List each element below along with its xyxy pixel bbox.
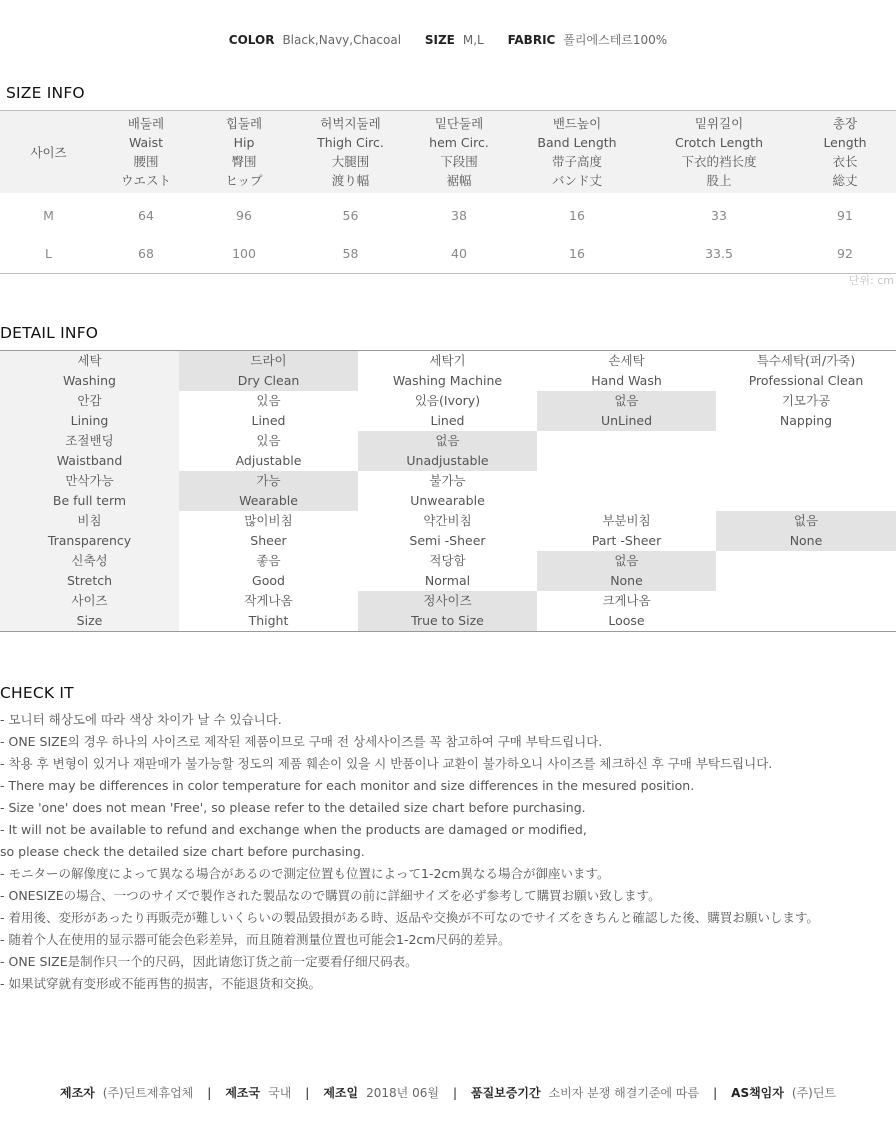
- detail-option-ko: 있음: [256, 393, 281, 408]
- footer-key: 제조국: [225, 1086, 261, 1100]
- check-it-line: - 모니터 해상도에 따라 색상 차이가 날 수 있습니다.: [0, 712, 282, 727]
- size-header-line: 総丈: [832, 173, 858, 188]
- detail-label-line: Size: [76, 613, 103, 628]
- check-it-line: so please check the detailed size chart before purchasing.: [0, 844, 365, 859]
- size-header-line: Waist: [128, 135, 164, 150]
- size-value-cell: 38: [451, 207, 467, 223]
- size-value-cell: 58: [342, 245, 359, 261]
- size-header-line: 臀围: [231, 154, 257, 169]
- detail-option: [537, 511, 716, 551]
- size-header-line: ウエスト: [120, 173, 171, 188]
- spec-fabric-value: 폴리에스테르100%: [563, 33, 668, 47]
- footer-separator: |: [452, 1086, 457, 1100]
- size-header-line: Hip: [233, 135, 255, 150]
- check-it-line: - 착용 후 변형이 있거나 재판매가 불가능할 정도의 제품 훼손이 있을 시 반품이나 교환이 불가하오니 사이즈를 체크하신 후 구매 부탁드립니다.: [0, 756, 773, 771]
- detail-option-selected: [358, 431, 537, 471]
- detail-option: [358, 351, 537, 391]
- detail-option-ko: 좋음: [256, 553, 281, 568]
- size-value-cell: 40: [451, 245, 467, 261]
- detail-option: [179, 551, 358, 591]
- detail-option: [179, 431, 358, 471]
- detail-option: [716, 351, 896, 391]
- detail-option: [358, 471, 537, 511]
- detail-label-line: 신축성: [71, 553, 108, 568]
- detail-option-en: Semi -Sheer: [409, 533, 486, 548]
- detail-row: [0, 391, 896, 431]
- detail-option-ko: 크게나옴: [602, 593, 651, 608]
- size-value-cell: 68: [138, 245, 154, 261]
- detail-row-label: [0, 351, 179, 391]
- size-header-line: 힙둘레: [225, 116, 263, 131]
- detail-option-ko: 없음: [614, 553, 639, 568]
- detail-option-en: Unwearable: [410, 493, 485, 508]
- detail-option-ko: 없음: [435, 433, 460, 448]
- detail-option-en: Lined: [251, 413, 286, 428]
- detail-option: [537, 351, 716, 391]
- detail-option-ko: 정사이즈: [423, 593, 472, 608]
- detail-option: [179, 511, 358, 551]
- size-header-cell: [510, 111, 644, 193]
- check-it-title: CHECK IT: [0, 684, 74, 702]
- check-it-line: - ONE SIZE의 경우 하나의 사이즈로 제작된 제품이므로 구매 전 상세사이즈를 꼭 참고하여 구매 부탁드립니다.: [0, 734, 603, 749]
- detail-option-selected: [716, 511, 896, 551]
- detail-info-title: DETAIL INFO: [0, 324, 99, 342]
- detail-row: [0, 591, 896, 631]
- detail-info-grid: [0, 350, 896, 632]
- detail-option-ko: 부분비침: [602, 513, 651, 528]
- size-row-label: L: [45, 245, 52, 261]
- detail-option-selected: [179, 471, 358, 511]
- detail-option: [179, 391, 358, 431]
- detail-label-line: Washing: [63, 373, 116, 388]
- footer-key: 제조일: [323, 1086, 359, 1100]
- size-header-line: 股上: [706, 173, 732, 188]
- detail-row: [0, 431, 896, 471]
- detail-label-line: Transparency: [47, 533, 132, 548]
- detail-option-en: Dry Clean: [237, 373, 300, 388]
- size-header-line: 배둘레: [127, 116, 165, 131]
- detail-option-en: Normal: [424, 573, 471, 588]
- detail-option-en: UnLined: [600, 413, 653, 428]
- spec-size-key: SIZE: [424, 33, 455, 47]
- size-info-table: [0, 111, 896, 273]
- detail-label-line: Waistband: [56, 453, 123, 468]
- detail-option-en: Washing Machine: [392, 373, 503, 388]
- detail-option-en: Hand Wash: [591, 373, 662, 388]
- detail-option: [179, 591, 358, 631]
- detail-option: [716, 591, 896, 631]
- size-header-line: 총장: [832, 116, 858, 131]
- detail-option-en: True to Size: [411, 613, 484, 628]
- detail-option-selected: [179, 351, 358, 391]
- manufacturer-info-footer: [0, 1084, 896, 1101]
- footer-separator: |: [207, 1086, 212, 1100]
- detail-row-label: [0, 471, 179, 511]
- unit-label: 단위: cm: [848, 274, 894, 287]
- footer-key: AS책임자: [731, 1086, 784, 1100]
- detail-option: [716, 431, 896, 471]
- detail-option-ko: 없음: [614, 393, 639, 408]
- detail-option-en: Professional Clean: [748, 373, 864, 388]
- footer-value: (주)딘트: [791, 1086, 837, 1100]
- size-header-line: バンド丈: [551, 173, 602, 188]
- size-header-cell: [794, 111, 896, 193]
- size-header-line: 腰围: [133, 154, 159, 169]
- detail-option: [358, 511, 537, 551]
- detail-option-ko: 있음(Ivory): [414, 393, 481, 408]
- size-info-title: SIZE INFO: [6, 84, 85, 102]
- detail-option: [358, 391, 537, 431]
- size-info-table-wrapper: [0, 110, 896, 274]
- detail-option-ko: 많이비침: [244, 513, 293, 528]
- check-it-line: - Size 'one' does not mean 'Free', so please refer to the detailed size chart before purchasing.: [0, 800, 586, 815]
- detail-option-ko: 적당함: [429, 553, 466, 568]
- detail-option-ko: 특수세탁(퍼/가죽): [756, 353, 856, 368]
- detail-option: [537, 431, 716, 471]
- size-header-cell: [195, 111, 293, 193]
- size-header-line: 밴드높이: [552, 116, 602, 131]
- detail-option-en: Loose: [608, 613, 645, 628]
- detail-row-label: [0, 391, 179, 431]
- detail-option-ko: 세탁기: [429, 353, 466, 368]
- detail-option-ko: 기모가공: [781, 393, 831, 408]
- check-it-line: - 着用後、変形があったり再販売が難しいくらいの製品毀損がある時、返品や交換が不可なのでサイズをきちんと確認した後、購買お願いします。: [0, 910, 819, 925]
- detail-option-ko: 드라이: [250, 353, 287, 368]
- footer-value: 국내: [268, 1086, 292, 1100]
- size-header-line: 下衣的裆长度: [681, 154, 757, 169]
- check-it-line: - There may be differences in color temperature for each monitor and size differences in the mesured position.: [0, 778, 695, 793]
- size-value-cell: 33.5: [705, 245, 733, 261]
- check-it-notes: [0, 709, 896, 995]
- size-header-line: Band Length: [537, 135, 617, 150]
- size-header-cell: [644, 111, 794, 193]
- detail-row: [0, 511, 896, 551]
- product-spec-line: [0, 31, 896, 48]
- detail-label-line: 조절밴딩: [65, 433, 114, 448]
- size-value-cell: 92: [837, 245, 853, 261]
- detail-option-selected: [358, 591, 537, 631]
- footer-value: 소비자 분쟁 해결기준에 따름: [548, 1086, 700, 1100]
- check-it-line: - It will not be available to refund and exchange when the products are damaged or modified,: [0, 822, 587, 837]
- detail-option-en: Good: [252, 573, 285, 588]
- detail-label-line: 만삭가능: [65, 473, 114, 488]
- detail-option: [358, 551, 537, 591]
- detail-label-line: 사이즈: [71, 593, 108, 608]
- size-header-line: Thigh Circ.: [317, 135, 384, 150]
- detail-option-ko: 가능: [256, 473, 281, 488]
- check-it-line: - 随着个人在使用的显示器可能会色彩差异，而且随着测量位置也可能会1-2cm尺码的差异。: [0, 932, 511, 947]
- size-value-cell: 33: [711, 207, 727, 223]
- detail-option-selected: [537, 391, 716, 431]
- detail-row: [0, 471, 896, 511]
- footer-key: 품질보증기간: [470, 1086, 541, 1100]
- detail-row-label: [0, 551, 179, 591]
- detail-label-line: Stretch: [66, 573, 113, 588]
- size-value-cell: 56: [342, 207, 359, 223]
- detail-option: [716, 391, 896, 431]
- detail-option-en: Lined: [430, 413, 465, 428]
- size-header-line: hem Circ.: [429, 135, 489, 150]
- detail-option: [537, 591, 716, 631]
- size-header-line: 裾幅: [446, 173, 472, 188]
- size-header-line: ヒップ: [225, 173, 263, 188]
- size-header-line: 带子高度: [551, 154, 602, 169]
- detail-option-en: Unadjustable: [406, 453, 489, 468]
- detail-label-line: Lining: [70, 413, 109, 428]
- size-header-line: Length: [823, 135, 867, 150]
- detail-label-line: 세탁: [77, 353, 102, 368]
- size-header-line: 大腿围: [331, 154, 370, 169]
- spec-color-value: Black,Navy,Chacoal: [282, 33, 402, 47]
- size-header-line: 下段围: [440, 154, 478, 169]
- size-value-cell: 96: [236, 207, 252, 223]
- detail-option-en: None: [610, 573, 643, 588]
- size-table-header-row: [0, 111, 896, 193]
- detail-row: [0, 551, 896, 591]
- size-table-body: [0, 193, 896, 273]
- size-header-cell: [408, 111, 510, 193]
- size-value-cell: 16: [569, 245, 585, 261]
- detail-row-label: [0, 591, 179, 631]
- size-value-cell: 64: [138, 207, 154, 223]
- detail-option-selected: [537, 551, 716, 591]
- size-header-line: 밑위길이: [694, 116, 744, 131]
- size-value-cell: 16: [569, 207, 585, 223]
- size-row: [0, 193, 896, 233]
- detail-row-label: [0, 431, 179, 471]
- detail-option: [537, 471, 716, 511]
- size-header-label: 사이즈: [0, 111, 97, 193]
- footer-separator: |: [713, 1086, 718, 1100]
- size-header-cell: [293, 111, 408, 193]
- footer-value: (주)딘트제휴업체: [102, 1086, 194, 1100]
- spec-size-value: M,L: [462, 33, 484, 47]
- check-it-line: - モニターの解像度によって異なる場合があるので測定位置も位置によって1-2cm異なる場合が御座います。: [0, 866, 610, 881]
- check-it-line: - ONESIZEの場合、一つのサイズで製作された製品なので購買の前に詳細サイズを必ず参考して購買お願い致します。: [0, 888, 661, 903]
- detail-option-ko: 불가능: [429, 473, 466, 488]
- detail-option-en: Napping: [779, 413, 833, 428]
- detail-option-ko: 약간비침: [423, 513, 472, 528]
- size-header-line: 渡り幅: [331, 173, 370, 188]
- check-it-line: - ONE SIZE是制作只一个的尺码，因此请您订货之前一定要看仔细尺码表。: [0, 954, 418, 969]
- detail-option-en: Wearable: [239, 493, 298, 508]
- size-header-line: 衣长: [832, 154, 858, 169]
- detail-row-label: [0, 511, 179, 551]
- detail-label-line: 안감: [77, 393, 102, 408]
- detail-option-en: Thight: [248, 613, 289, 628]
- detail-option: [716, 471, 896, 511]
- size-value-cell: 100: [232, 245, 256, 261]
- size-row-label: M: [43, 207, 54, 223]
- footer-separator: |: [305, 1086, 310, 1100]
- spec-fabric-key: FABRIC: [507, 33, 556, 47]
- detail-option-en: Adjustable: [235, 453, 302, 468]
- detail-label-line: 비침: [77, 513, 102, 528]
- detail-label-line: Be full term: [52, 493, 127, 508]
- detail-option-en: Part -Sheer: [591, 533, 662, 548]
- footer-key: 제조자: [59, 1086, 95, 1100]
- detail-option-ko: 있음: [256, 433, 281, 448]
- detail-option: [716, 551, 896, 591]
- check-it-line: - 如果试穿就有变形或不能再售的损害，不能退货和交换。: [0, 976, 321, 991]
- detail-option-ko: 손세탁: [608, 353, 645, 368]
- size-value-cell: 91: [837, 207, 853, 223]
- size-row: [0, 233, 896, 273]
- size-header-line: Crotch Length: [674, 135, 764, 150]
- footer-value: 2018년 06월: [366, 1086, 439, 1100]
- spec-color-key: COLOR: [228, 33, 275, 47]
- detail-option-ko: 작게나옴: [244, 593, 293, 608]
- detail-option-ko: 없음: [793, 513, 819, 528]
- detail-option-en: Sheer: [250, 533, 287, 548]
- size-header-cell: [97, 111, 195, 193]
- detail-row: [0, 351, 896, 391]
- detail-option-en: None: [789, 533, 823, 548]
- size-header-line: 밑단둘레: [434, 116, 484, 131]
- size-header-line: 허벅지둘레: [320, 116, 381, 131]
